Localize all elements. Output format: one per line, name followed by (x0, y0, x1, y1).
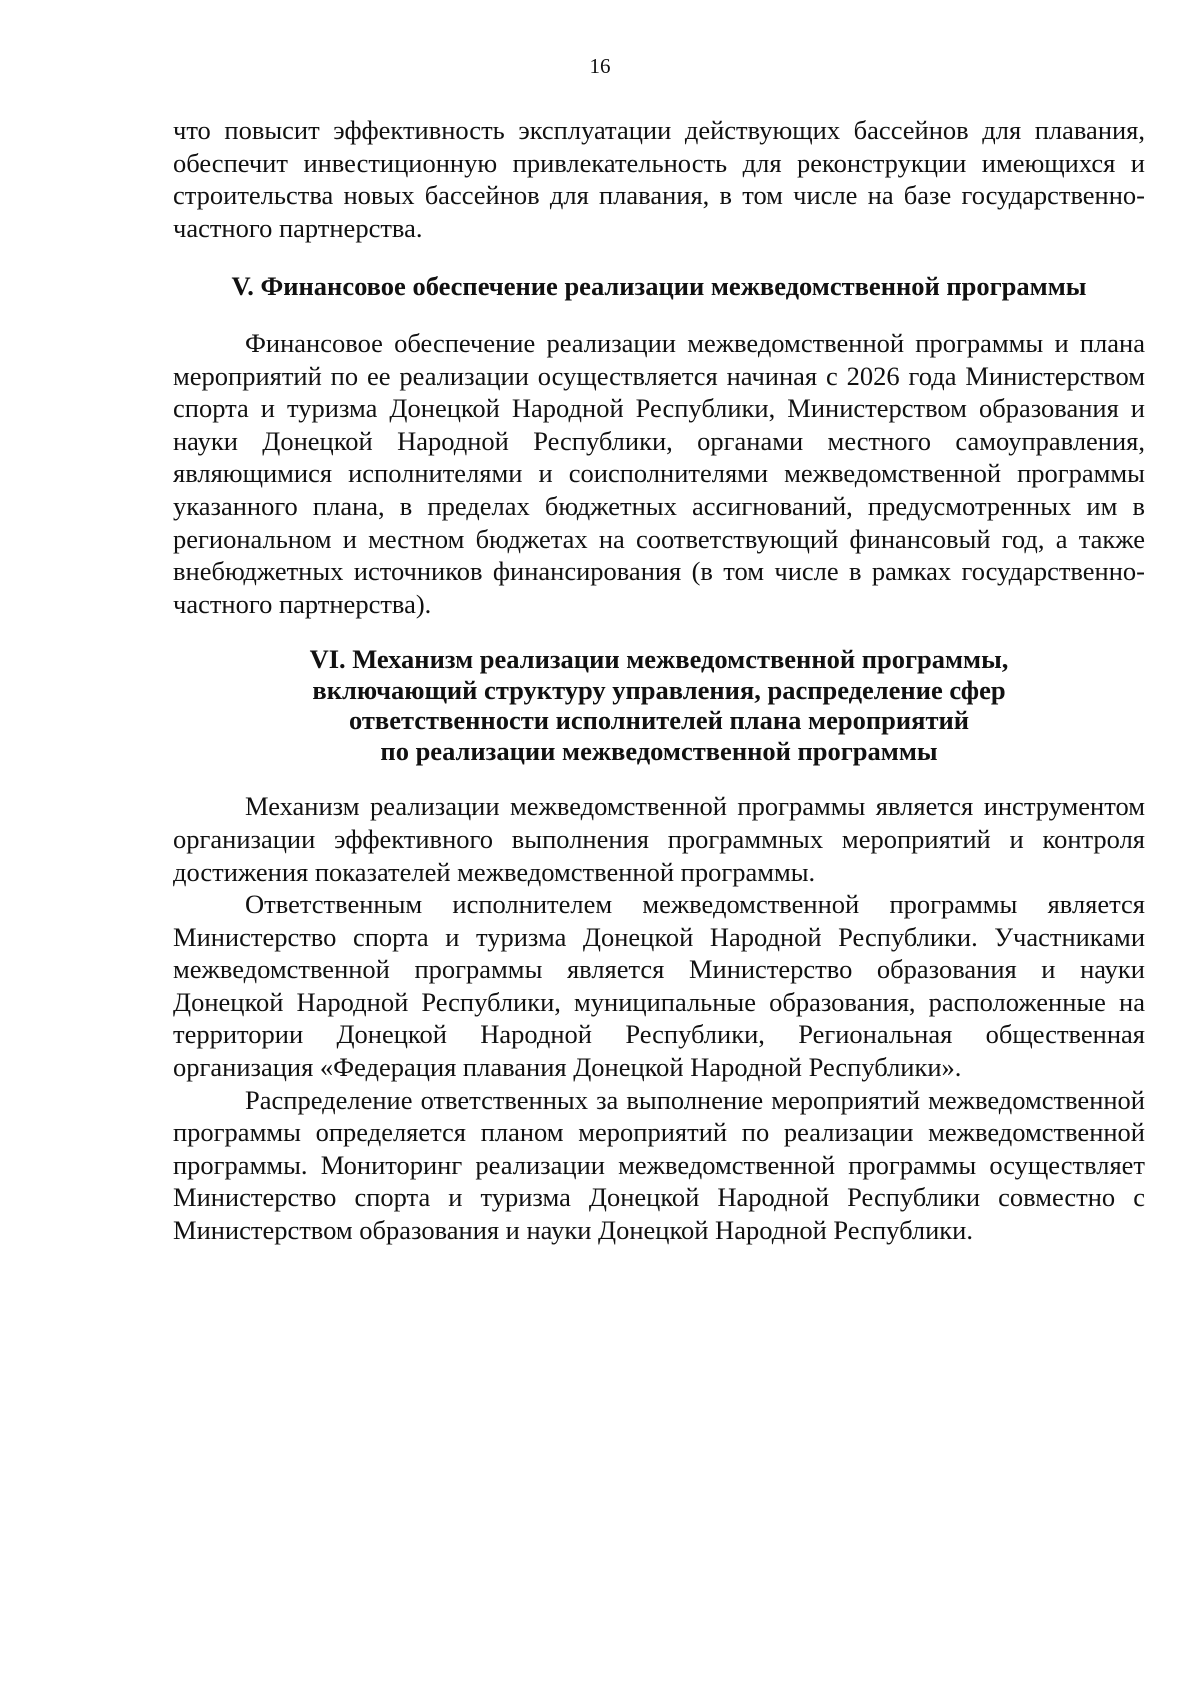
section-6-paragraph-distribution: Распределение ответственных за выполнение мероприятий межведомственной программы определяется планом мероприятий по реализации межведомственной программы. Мониторинг реализации межведомственной программы осуществляет Министерство спорта и туризма Донецкой Народной Республики совместно с Министерством образования и науки Донецкой Народной Республики. (173, 1084, 1145, 1246)
page-number: 16 (589, 54, 611, 78)
section-6-heading-line: VI. Механизм реализации межведомственной программы, (309, 644, 1009, 675)
page-content (173, 114, 1145, 1247)
section-6-heading-line: по реализации межведомственной программы (380, 735, 938, 766)
section-6-heading (173, 644, 1145, 766)
section-6-heading-line: ответственности исполнителей плана мероприятий (348, 705, 970, 736)
section-6-paragraph-executors: Ответственным исполнителем межведомственной программы является Министерство спорта и туризма Донецкой Народной Республики. Участниками межведомственной программы является Министерство образования и науки Донецкой Народной Республики, муниципальные образования, расположенные на территории Донецкой Народной Республики, Региональная общественная организация «Федерация плавания Донецкой Народной Республики». (173, 889, 1145, 1083)
section-5-paragraph: Финансовое обеспечение реализации межведомственной программы и плана мероприятий по ее реализации осуществляется начиная с 2026 года Министерством спорта и туризма Донецкой Народной Республики, Министерством образования и науки Донецкой Народной Республики, органами местного самоуправления, являющимися исполнителями и соисполнителями межведомственной программы указанного плана, в пределах бюджетных ассигнований, предусмотренных им в региональном и местном бюджетах на соответствующий финансовый год, а также внебюджетных источников финансирования (в том числе в рамках государственно-частного партнерства). (173, 327, 1145, 619)
section-5-heading: V. Финансовое обеспечение реализации межведомственной программы (231, 271, 1087, 302)
section-6-paragraph-mechanism: Механизм реализации межведомственной программы является инструментом организации эффективного выполнения программных мероприятий и контроля достижения показателей межведомственной программы. (173, 791, 1145, 887)
section-6-heading-line: включающий структуру управления, распределение сфер (312, 674, 1006, 705)
intro-paragraph: что повысит эффективность эксплуатации действующих бассейнов для плавания, обеспечит инвестиционную привлекательность для реконструкции имеющихся и строительства новых бассейнов для плавания, в том числе на базе государственно-частного партнерства. (173, 115, 1145, 243)
